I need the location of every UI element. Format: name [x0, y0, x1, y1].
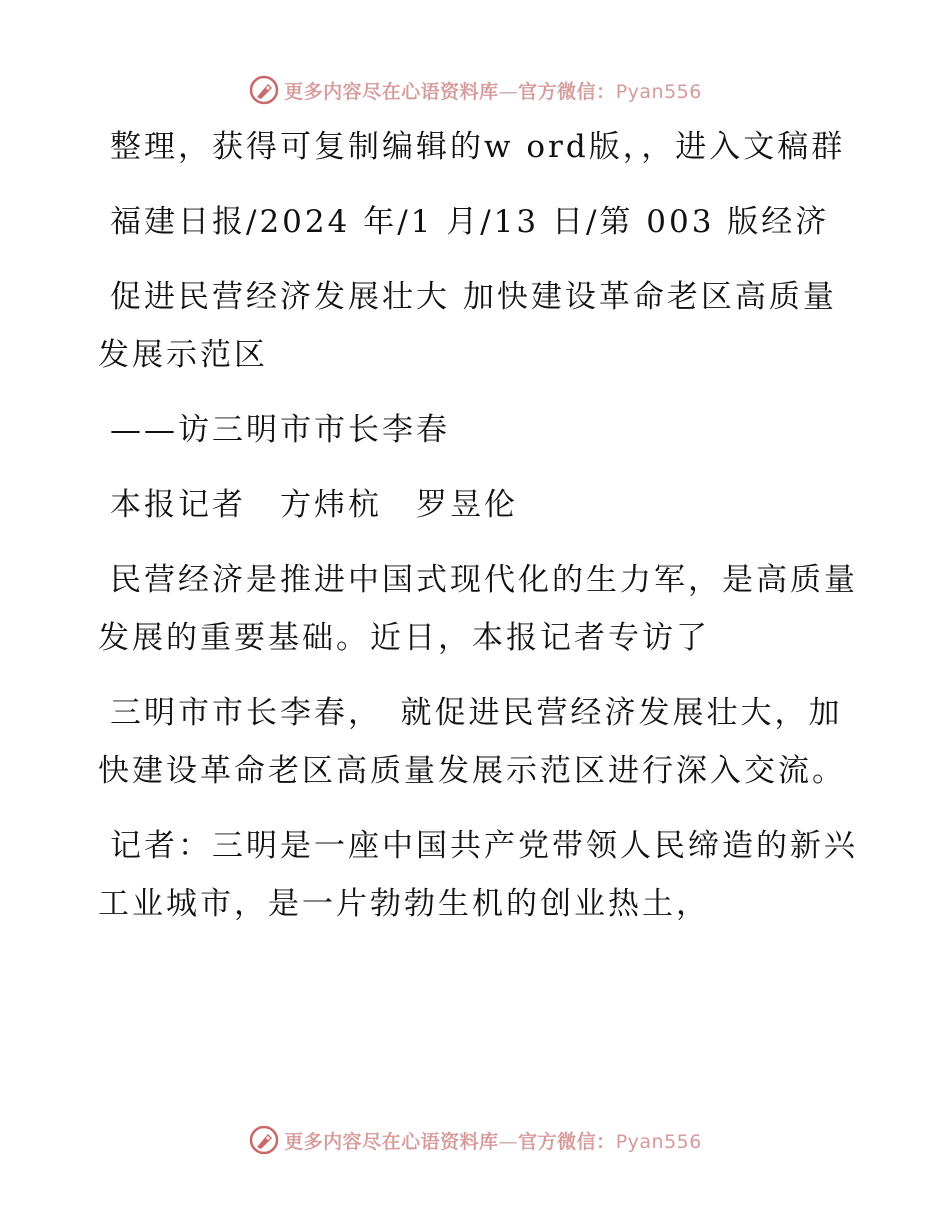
- paragraph-body-2: 三明市市长李春， 就促进民营经济发展壮大，加快建设革命老区高质量发展示范区进行深入交流。: [98, 695, 846, 789]
- watermark-text: 更多内容尽在心语资料库—官方微信：Pyan556: [284, 80, 702, 103]
- footer-watermark: [0, 1120, 950, 1160]
- paragraph-intro-note: 整理，获得可复制编辑的w ord版，，进入文稿群: [110, 129, 846, 165]
- article-headline: 促进民营经济发展壮大 加快建设革命老区高质量发展示范区: [98, 279, 837, 373]
- paragraph-source-line: 福建日报/2024 年/1 月/13 日/第 003 版经济: [110, 204, 830, 240]
- header-watermark: [0, 70, 950, 110]
- article-byline: 本报记者 方炜杭 罗昱伦: [110, 487, 518, 523]
- pen-nib-circle-icon: [248, 1124, 280, 1156]
- pen-nib-circle-icon: [248, 74, 280, 106]
- article-subheadline: ——访三明市市长李春: [110, 412, 450, 448]
- paragraph-body-3: 记者：三明是一座中国共产党带领人民缔造的新兴工业城市，是一片勃勃生机的创业热土，: [98, 828, 858, 922]
- watermark-text: 更多内容尽在心语资料库—官方微信：Pyan556: [284, 1130, 702, 1153]
- document-body: [98, 118, 858, 950]
- paragraph-body-1: 民营经济是推进中国式现代化的生力军，是高质量发展的重要基础。近日，本报记者专访了: [98, 562, 858, 656]
